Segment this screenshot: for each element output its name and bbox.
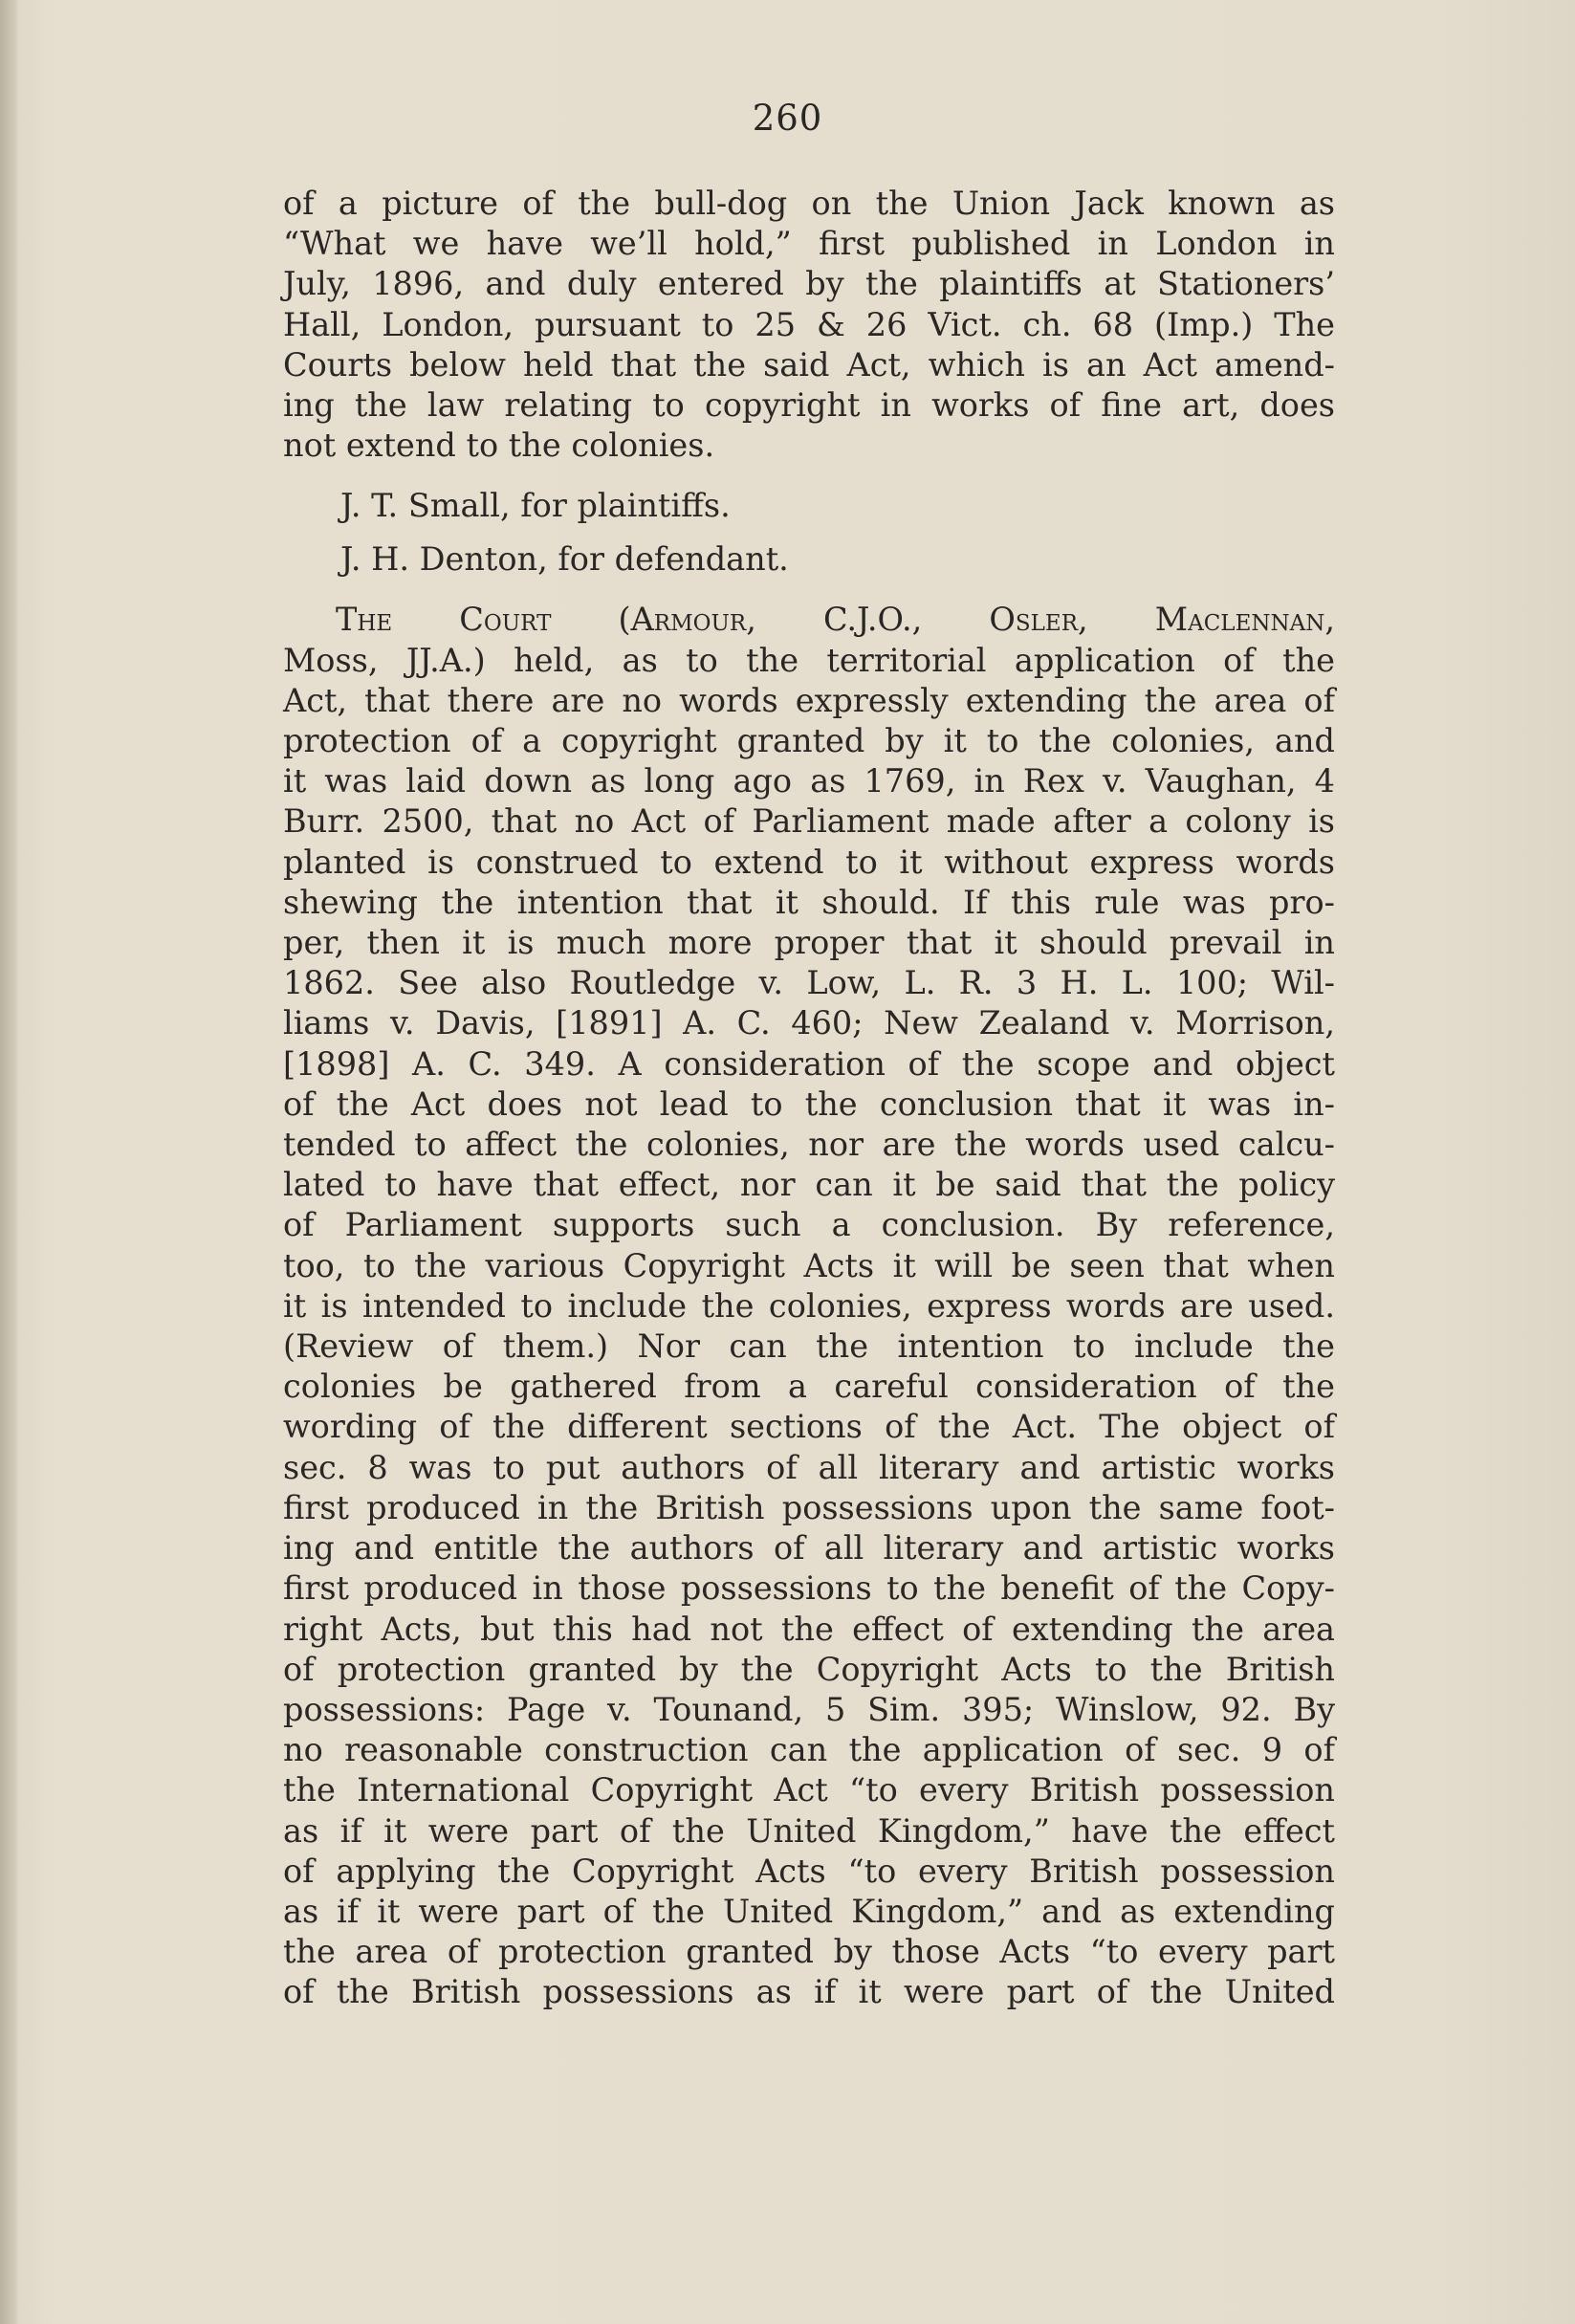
text-line: right Acts, but this had not the effect of extending the area <box>283 1610 1335 1648</box>
text-line: of Parliament supports such a conclusion. By reference, <box>283 1206 1335 1244</box>
text-line: colonies be gathered from a careful consideration of the <box>283 1368 1335 1406</box>
body-text <box>283 184 1335 2013</box>
text-line: ing the law relating to copyright in works of fine art, does <box>283 386 1335 425</box>
text-line: of protection granted by the Copyright Acts to the British <box>283 1650 1335 1688</box>
text-line: it is intended to include the colonies, express words are used. <box>283 1286 1335 1325</box>
text-line: July, 1896, and duly entered by the plaintiffs at Stationers’ <box>283 265 1335 303</box>
text-line: of the British possessions as if it were part of the United <box>283 1973 1335 2011</box>
text-line: possessions: Page v. Tounand, 5 Sim. 395; Winslow, 92. By <box>283 1690 1335 1728</box>
text-line: Moss, JJ.A.) held, as to the territorial application of the <box>283 641 1335 679</box>
text-line: lated to have that effect, nor can it be said that the policy <box>283 1166 1335 1204</box>
text-line: it was laid down as long ago as 1769, in Rex v. Vaughan, 4 <box>283 762 1335 800</box>
text-line: liams v. Davis, [1891] A. C. 460; New Zealand v. Morrison, <box>283 1004 1335 1042</box>
text-line: (Review of them.) Nor can the intention to include the <box>283 1327 1335 1366</box>
paragraph-case-summary <box>283 184 1335 466</box>
text-line: as if it were part of the United Kingdom,” have the effect <box>283 1811 1335 1850</box>
text-line: the International Copyright Act “to every British possession <box>283 1771 1335 1809</box>
text-line: shewing the intention that it should. If this rule was pro- <box>283 883 1335 921</box>
paragraph-court-holding <box>283 600 1335 2012</box>
text-line: protection of a copyright granted by it to the colonies, and <box>283 722 1335 760</box>
text-line: Act, that there are no words expressly extending the area of <box>283 681 1335 719</box>
counsel-defendant: J. H. Denton, for defendant. <box>340 540 789 579</box>
text-line: 1862. See also Routledge v. Low, L. R. 3 H. L. 100; Wil- <box>283 964 1335 1002</box>
text-line: no reasonable construction can the application of sec. 9 of <box>283 1731 1335 1769</box>
text-line: “What we have we’ll hold,” first published in London in <box>283 225 1335 263</box>
page-number: 260 <box>752 98 823 139</box>
counsel-list <box>283 479 1335 586</box>
page-gutter-shadow <box>0 0 17 2324</box>
text-line: first produced in the British possessions upon the same foot- <box>283 1488 1335 1526</box>
counsel-plaintiffs: J. T. Small, for plaintiffs. <box>340 487 731 525</box>
text-line: of the Act does not lead to the conclusion that it was in- <box>283 1085 1335 1123</box>
text-line: the area of protection granted by those Acts “to every part <box>283 1933 1335 1971</box>
text-line: too, to the various Copyright Acts it will be seen that when <box>283 1246 1335 1284</box>
judges-list: (Armour, C.J.O., Osler, Maclennan, <box>618 601 1335 639</box>
text-line: ing and entitle the authors of all literary and artistic works <box>283 1529 1335 1568</box>
text-line: wording of the different sections of the Act. The object of <box>283 1408 1335 1446</box>
text-line: Courts below held that the said Act, which is an Act amend- <box>283 345 1335 384</box>
text-line: Hall, London, pursuant to 25 & 26 Vict. ch. 68 (Imp.) The <box>283 305 1335 343</box>
text-line: of applying the Copyright Acts “to every British possession <box>283 1852 1335 1890</box>
court-label: The Court <box>336 601 552 639</box>
text-line: Burr. 2500, that no Act of Parliament made after a colony is <box>283 802 1335 841</box>
holding-first-line <box>283 600 1335 640</box>
text-line: tended to affect the colonies, nor are the words used calcu- <box>283 1126 1335 1164</box>
text-line: [1898] A. C. 349. A consideration of the scope and object <box>283 1044 1335 1083</box>
text-line: as if it were part of the United Kingdom,” and as extending <box>283 1892 1335 1930</box>
text-line: not extend to the colonies. <box>283 427 715 465</box>
text-line: of a picture of the bull-dog on the Union Jack known as <box>283 185 1335 222</box>
text-line: planted is construed to extend to it without express words <box>283 843 1335 881</box>
text-line: sec. 8 was to put authors of all literary and artistic works <box>283 1448 1335 1486</box>
text-line: per, then it is much more proper that it should prevail in <box>283 924 1335 962</box>
text-line: first produced in those possessions to the benefit of the Copy- <box>283 1569 1335 1608</box>
